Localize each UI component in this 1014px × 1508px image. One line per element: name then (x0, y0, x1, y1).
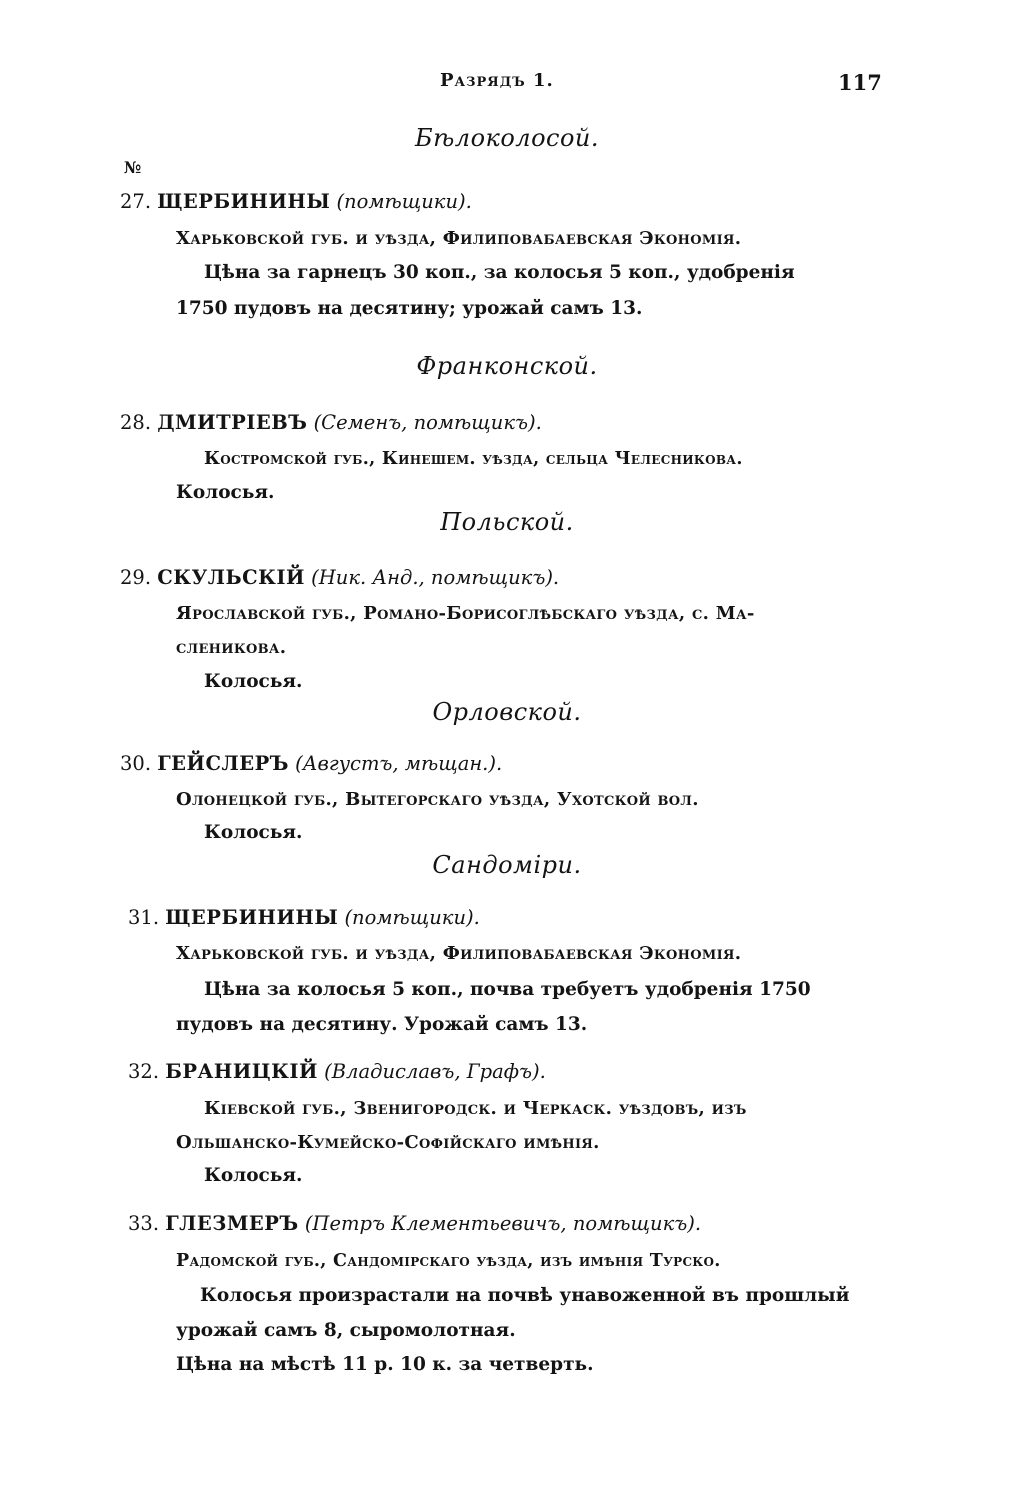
section-heading-frankonskoy: Франконской. (416, 352, 598, 380)
entry-28-location: Костромской губ., Кинешем. уѣзда, сельца Челесникова. (204, 449, 743, 469)
entry-32-text-1: Колосья. (204, 1165, 303, 1186)
entry-33-text-2: урожай самъ 8, сыромолотная. (176, 1320, 516, 1341)
section-heading-orlovskoy: Орловской. (432, 698, 582, 726)
number-sign: № (124, 158, 142, 177)
entry-29-text-1: Колосья. (204, 671, 303, 692)
entry-name: ЩЕРБИНИНЫ (157, 190, 331, 213)
entry-29-header: 29. СКУЛЬСКІЙ (Ник. Анд., помѣщикъ). (120, 566, 560, 589)
entry-27-location: Харьковской губ. и уѣзда, Филиповабаевская Экономія. (176, 228, 742, 249)
entry-33-location: Радомской губ., Сандомірскаго уѣзда, изъ имѣнія Турско. (176, 1251, 721, 1271)
entry-31-location: Харьковской губ. и уѣзда, Филиповабаевская Экономія. (176, 943, 742, 964)
entry-31-header: 31. ЩЕРБИНИНЫ (помѣщики). (128, 906, 480, 929)
entry-27-text-1: Цѣна за гарнецъ 30 коп., за колосья 5 коп., удобренія (204, 262, 795, 283)
entry-32-location-1: Кіевской губ., Звенигородск. и Черкаск. уѣздовъ, изъ (204, 1098, 747, 1119)
entry-28-header: 28. ДМИТРІЕВЪ (Семенъ, помѣщикъ). (120, 411, 542, 434)
entry-33-text-3: Цѣна на мѣстѣ 11 р. 10 к. за четверть. (176, 1354, 594, 1375)
section-heading-sandomiri: Сандомiри. (432, 851, 582, 879)
entry-31-text-2: пудовъ на десятину. Урожай самъ 13. (176, 1014, 588, 1035)
entry-33-header: 33. ГЛЕЗМЕРЪ (Петръ Клементьевичъ, помѣщикъ). (128, 1212, 702, 1235)
entry-note: (помѣщики). (336, 190, 472, 213)
page-number: 117 (838, 70, 882, 95)
entry-32-header: 32. БРАНИЦКІЙ (Владиславъ, Графъ). (128, 1060, 546, 1083)
entry-30-text-1: Колосья. (204, 822, 303, 843)
section-heading-polskoy: Польской. (440, 508, 574, 536)
entry-29-location-2: сленикова. (176, 637, 287, 658)
entry-29-location-1: Ярославской губ., Романо-Борисоглѣбскаго уѣзда, с. Ма- (176, 603, 755, 624)
entry-30-header: 30. ГЕЙСЛЕРЪ (Августъ, мѣщан.). (120, 752, 503, 775)
entry-32-location-2: Ольшанско-Кумейско-Софійскаго имѣнія. (176, 1132, 600, 1153)
entry-31-text-1: Цѣна за колосья 5 коп., почва требуетъ удобренія 1750 (204, 979, 811, 1000)
entry-number: 27. (120, 190, 152, 213)
entry-30-location: Олонецкой губ., Вытегорскаго уѣзда, Ухотской вол. (176, 789, 699, 810)
entry-33-text-1: Колосья произрастали на почвѣ унавоженной въ прошлый (200, 1285, 850, 1306)
entry-28-text-1: Колосья. (176, 482, 275, 503)
entry-27-header (120, 190, 472, 214)
section-heading-belokolosoy: Бѣлоколосой. (414, 124, 600, 152)
entry-27-text-2: 1750 пудовъ на десятину; урожай самъ 13. (176, 298, 643, 319)
running-head: Разрядъ 1. (440, 70, 554, 91)
